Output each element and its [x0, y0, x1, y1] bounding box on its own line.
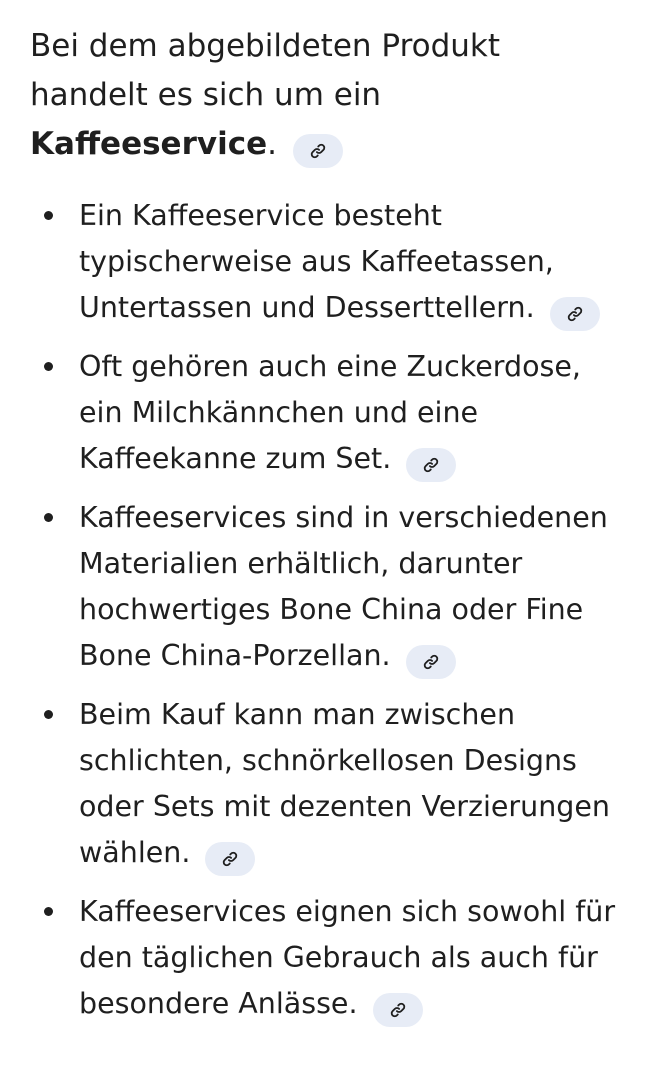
source-link-chip[interactable] [406, 645, 456, 679]
bullet-dot [44, 513, 53, 522]
intro-period: . [267, 126, 277, 162]
link-icon [389, 1001, 407, 1019]
list-item-text: Kaffeeservices sind in verschiedenen Materialien erhältlich, darunter hochwertiges Bone China oder Fine Bone China-Porzellan. [79, 501, 608, 672]
link-icon [422, 653, 440, 671]
list-item [30, 344, 619, 482]
link-icon [221, 850, 239, 868]
intro-bold-term: Kaffeeservice [30, 126, 268, 162]
link-icon [422, 456, 440, 474]
link-icon [309, 142, 327, 160]
source-link-chip[interactable] [550, 297, 600, 331]
intro-paragraph [30, 22, 620, 169]
source-link-chip[interactable] [406, 448, 456, 482]
list-item [30, 193, 619, 331]
bullet-list [30, 193, 627, 1027]
source-link-chip[interactable] [205, 842, 255, 876]
list-item [30, 889, 619, 1027]
list-item-text: Kaffeeservices eignen sich sowohl für den täglichen Gebrauch als auch für besondere Anlässe. [79, 895, 616, 1020]
list-item-text: Beim Kauf kann man zwischen schlichten, schnörkellosen Designs oder Sets mit dezenten Verzierungen wählen. [79, 698, 610, 869]
list-item [30, 495, 619, 679]
list-item [30, 692, 619, 876]
bullet-dot [44, 907, 53, 916]
intro-text: Bei dem abgebildeten Produkt handelt es sich um ein [30, 28, 501, 113]
bullet-dot [44, 211, 53, 220]
bullet-dot [44, 710, 53, 719]
source-link-chip[interactable] [373, 993, 423, 1027]
link-icon [566, 305, 584, 323]
source-link-chip[interactable] [293, 134, 343, 168]
bullet-dot [44, 362, 53, 371]
list-item-text: Oft gehören auch eine Zuckerdose, ein Milchkännchen und eine Kaffeekanne zum Set. [79, 350, 581, 475]
list-item-text: Ein Kaffeeservice besteht typischerweise aus Kaffeetassen, Untertassen und Desserttellern. [79, 199, 554, 324]
